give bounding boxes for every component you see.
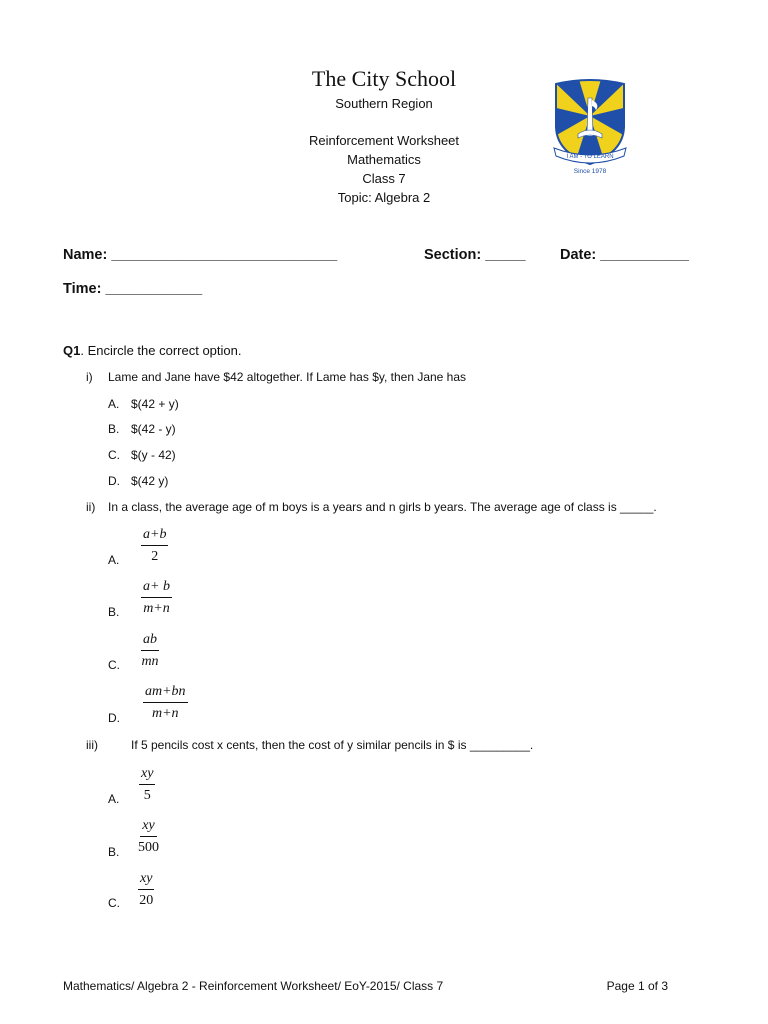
name-field: Name: ____________________________: [63, 247, 338, 263]
option-letter: A.: [108, 397, 120, 411]
logo-banner-text: I AM - TO LEARN: [566, 154, 614, 160]
fraction-numerator: xy: [138, 872, 154, 890]
fraction-denominator: mn: [141, 654, 159, 669]
fraction-denominator: m+n: [152, 706, 179, 721]
subq-iii-numeral: iii): [86, 738, 98, 752]
fraction: [141, 580, 172, 616]
topic-title: Topic: Algebra 2: [337, 190, 431, 205]
section-field: Section: _____: [424, 247, 526, 263]
question-label: Q1: [63, 343, 81, 358]
logo-since-text: Since 1978: [573, 168, 607, 175]
option-letter: B.: [108, 605, 120, 619]
fraction: [138, 872, 154, 908]
option-letter: A.: [108, 792, 120, 806]
date-field: Date: ___________: [560, 247, 689, 263]
option-letter: D.: [108, 711, 120, 725]
school-region: Southern Region: [335, 96, 433, 111]
footer-page-number: Page 1 of 3: [606, 979, 668, 993]
fraction-denominator: 500: [138, 840, 159, 855]
fraction: [143, 685, 188, 721]
fraction: [141, 633, 159, 669]
worksheet-title: Reinforcement Worksheet: [308, 133, 460, 148]
school-name: The City School: [311, 66, 457, 91]
option-letter: C.: [108, 448, 120, 462]
option-text: $(y - 42): [131, 448, 176, 462]
option-letter: B.: [108, 422, 120, 436]
fraction-numerator: ab: [141, 633, 159, 651]
fraction-denominator: m+n: [143, 601, 170, 616]
time-field: Time: ____________: [63, 281, 203, 297]
fraction: [141, 528, 168, 564]
subq-iii-text: If 5 pencils cost x cents, then the cost of y similar pencils in $ is _________.: [131, 738, 534, 752]
option-letter: C.: [108, 658, 120, 672]
option-letter: A.: [108, 553, 120, 567]
option-text: $(42 + y): [131, 397, 179, 411]
fraction-numerator: am+bn: [143, 685, 188, 703]
class-title: Class 7: [362, 171, 406, 186]
option-letter: B.: [108, 845, 120, 859]
fraction-denominator: 20: [139, 893, 154, 908]
subq-ii-numeral: ii): [86, 500, 96, 514]
option-text: $(42 - y): [131, 422, 176, 436]
fraction-numerator: a+b: [141, 528, 168, 546]
fraction-denominator: 2: [151, 549, 159, 564]
fraction: [139, 767, 155, 803]
subq-i-numeral: i): [86, 370, 93, 384]
fraction-numerator: xy: [140, 819, 156, 837]
subq-i-text: Lame and Jane have $42 altogether. If Lame has $y, then Jane has: [108, 370, 467, 384]
subject-title: Mathematics: [347, 152, 421, 167]
footer-left: Mathematics/ Algebra 2 - Reinforcement Worksheet/ EoY-2015/ Class 7: [63, 979, 444, 993]
fraction: [138, 819, 159, 855]
question-instruction: . Encircle the correct option.: [80, 343, 242, 358]
fraction-numerator: a+ b: [141, 580, 172, 598]
option-letter: C.: [108, 896, 120, 910]
school-logo: [548, 76, 632, 178]
option-text: $(42 y): [131, 474, 169, 488]
question-heading: [63, 343, 241, 358]
fraction-numerator: xy: [139, 767, 155, 785]
option-letter: D.: [108, 474, 120, 488]
subq-ii-text: In a class, the average age of m boys is a years and n girls b years. The average age of class is _____.: [108, 500, 657, 514]
fraction-denominator: 5: [143, 788, 151, 803]
